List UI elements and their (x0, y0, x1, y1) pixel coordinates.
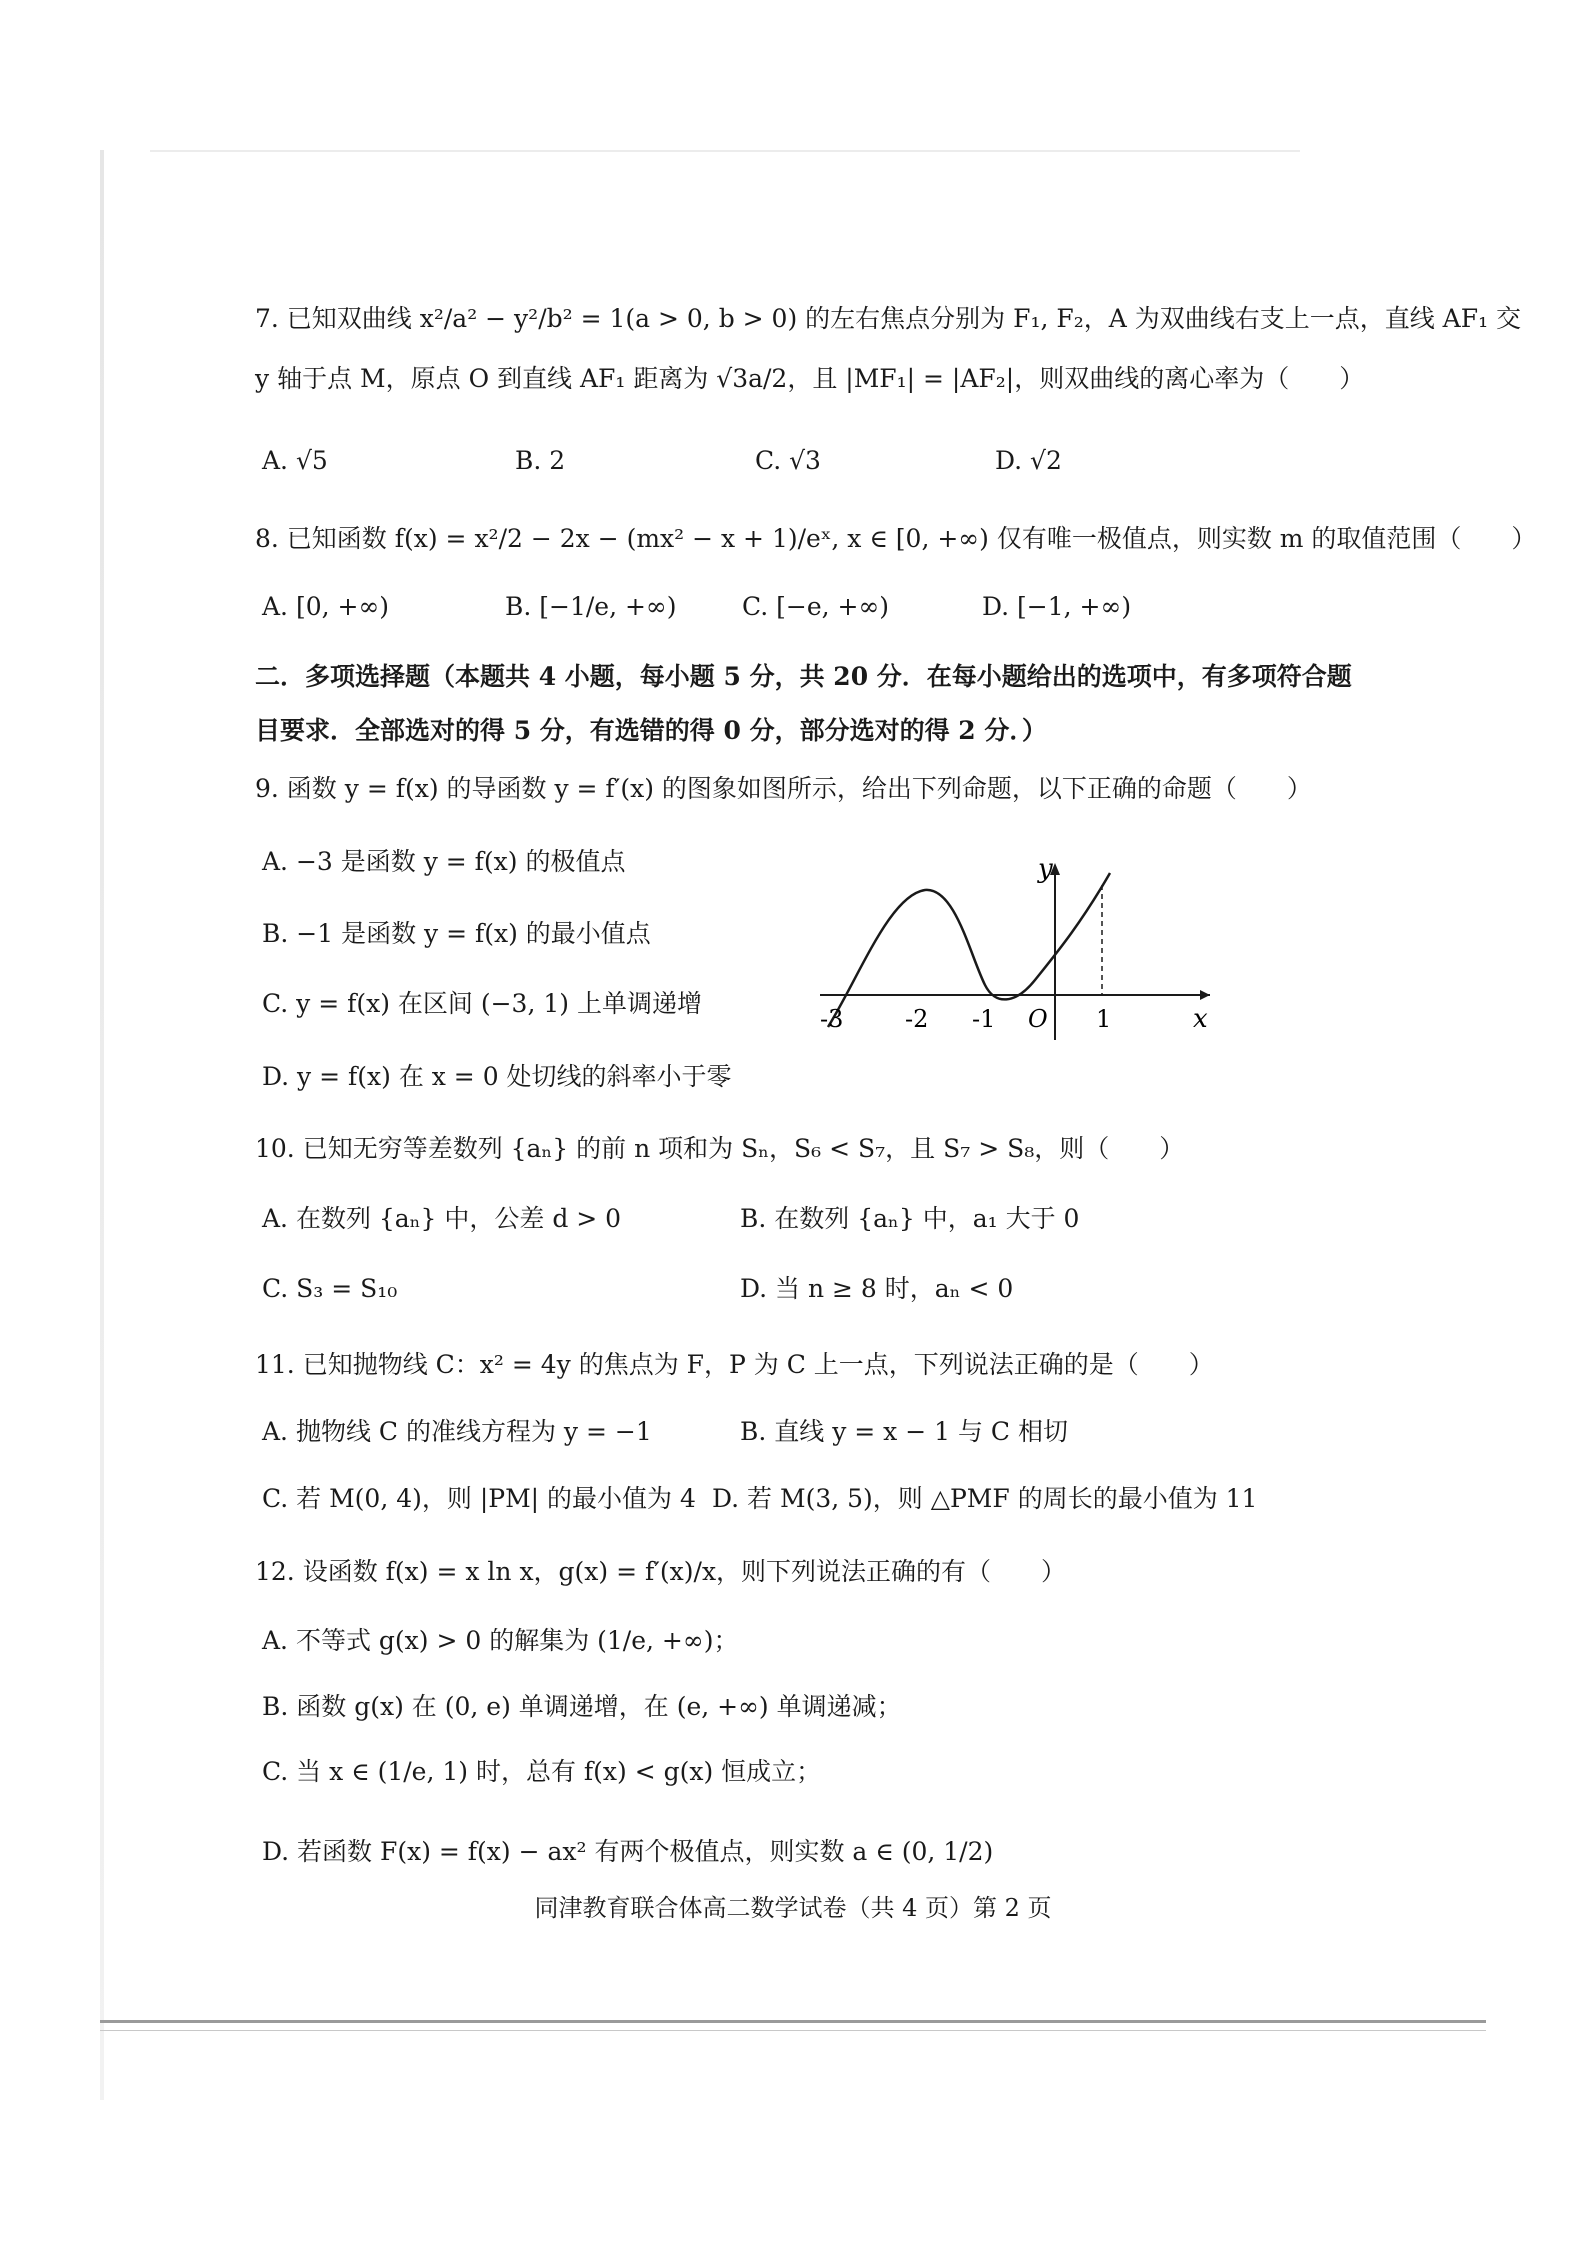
page-footer: 同津教育联合体高二数学试卷（共 4 页）第 2 页 (534, 1894, 1052, 1922)
q7-line2: y 轴于点 M，原点 O 到直线 AF₁ 距离为 √3a/2，且 |MF₁| = |AF₂|，则双曲线的离心率为（ ） (255, 364, 1365, 393)
q12-option-b: B. 函数 g(x) 在 (0, e) 单调递增，在 (e, +∞) 单调递减； (262, 1692, 902, 1721)
q11-option-a: A. 抛物线 C 的准线方程为 y = −1 (262, 1417, 652, 1446)
q11-option-c: C. 若 M(0, 4)，则 |PM| 的最小值为 4 (262, 1484, 696, 1513)
q12-stem: 12. 设函数 f(x) = x ln x，g(x) = f′(x)/x，则下列说法正确的有（ ） (255, 1557, 1067, 1586)
q8-option-d: D. [−1, +∞) (982, 592, 1132, 621)
q7-option-b: B. 2 (515, 446, 566, 475)
q10-option-c: C. S₃ = S₁₀ (262, 1274, 398, 1303)
tick-label: -1 (972, 1005, 996, 1033)
q7-option-c: C. √3 (755, 446, 821, 475)
x-axis-arrow (1200, 990, 1210, 1000)
q12-option-a: A. 不等式 g(x) > 0 的解集为 (1/e, +∞)； (262, 1626, 739, 1655)
derivative-graph (810, 855, 1220, 1045)
q9-stem: 9. 函数 y = f(x) 的导函数 y = f′(x) 的图象如图所示，给出下列命题，以下正确的命题（ ） (255, 774, 1312, 803)
q11-stem: 11. 已知抛物线 C：x² = 4y 的焦点为 F，P 为 C 上一点，下列说法正确的是（ ） (255, 1350, 1214, 1379)
q8-line1: 8. 已知函数 f(x) = x²/2 − 2x − (mx² − x + 1)/eˣ, x ∈ [0, +∞) 仅有唯一极值点，则实数 m 的取值范围（ ） (255, 524, 1537, 553)
tick-label: -2 (905, 1005, 929, 1033)
scan-edge (100, 150, 104, 2100)
q8-option-a: A. [0, +∞) (262, 592, 390, 621)
q7-option-a: A. √5 (262, 446, 328, 475)
tick-label: 1 (1096, 1005, 1112, 1033)
q10-stem: 10. 已知无穷等差数列 {aₙ} 的前 n 项和为 Sₙ，S₆ < S₇，且 S₇ > S₈，则（ ） (255, 1134, 1185, 1163)
tick-label: -3 (820, 1005, 844, 1033)
q7-option-d: D. √2 (995, 446, 1062, 475)
q8-option-b: B. [−1/e, +∞) (505, 592, 677, 621)
q9-option-a: A. −3 是函数 y = f(x) 的极值点 (262, 847, 626, 876)
q7-line1: 7. 已知双曲线 x²/a² − y²/b² = 1(a > 0, b > 0) 的左右焦点分别为 F₁, F₂，A 为双曲线右支上一点，直线 AF₁ 交 (255, 304, 1522, 333)
q9-option-c: C. y = f(x) 在区间 (−3, 1) 上单调递增 (262, 989, 702, 1018)
q11-option-b: B. 直线 y = x − 1 与 C 相切 (740, 1417, 1068, 1446)
q10-option-d: D. 当 n ≥ 8 时，aₙ < 0 (740, 1274, 1014, 1303)
q11-option-d: D. 若 M(3, 5)，则 △PMF 的周长的最小值为 11 (712, 1484, 1258, 1513)
section2-header-line1: 二．多项选择题（本题共 4 小题，每小题 5 分，共 20 分．在每小题给出的选项中，有多项符合题 (255, 662, 1352, 691)
q8-option-c: C. [−e, +∞) (742, 592, 890, 621)
page-bottom-rule (100, 2020, 1486, 2023)
x-axis-label: x (1193, 1004, 1208, 1034)
q9-option-d: D. y = f(x) 在 x = 0 处切线的斜率小于零 (262, 1062, 732, 1091)
q12-option-c: C. 当 x ∈ (1/e, 1) 时，总有 f(x) < g(x) 恒成立； (262, 1757, 822, 1786)
derivative-curve (828, 873, 1110, 1027)
page-bottom-rule-secondary (100, 2030, 1486, 2031)
q10-option-a: A. 在数列 {aₙ} 中，公差 d > 0 (262, 1204, 622, 1233)
scan-edge-top (150, 150, 1300, 152)
q12-option-d: D. 若函数 F(x) = f(x) − ax² 有两个极值点，则实数 a ∈ (0, 1/2) (262, 1837, 994, 1866)
section2-header-line2: 目要求．全部选对的得 5 分，有选错的得 0 分，部分选对的得 2 分．） (255, 716, 1047, 745)
q9-option-b: B. −1 是函数 y = f(x) 的最小值点 (262, 919, 651, 948)
origin-label: O (1028, 1005, 1048, 1033)
q10-option-b: B. 在数列 {aₙ} 中，a₁ 大于 0 (740, 1204, 1080, 1233)
y-axis-label: y (1038, 855, 1053, 884)
